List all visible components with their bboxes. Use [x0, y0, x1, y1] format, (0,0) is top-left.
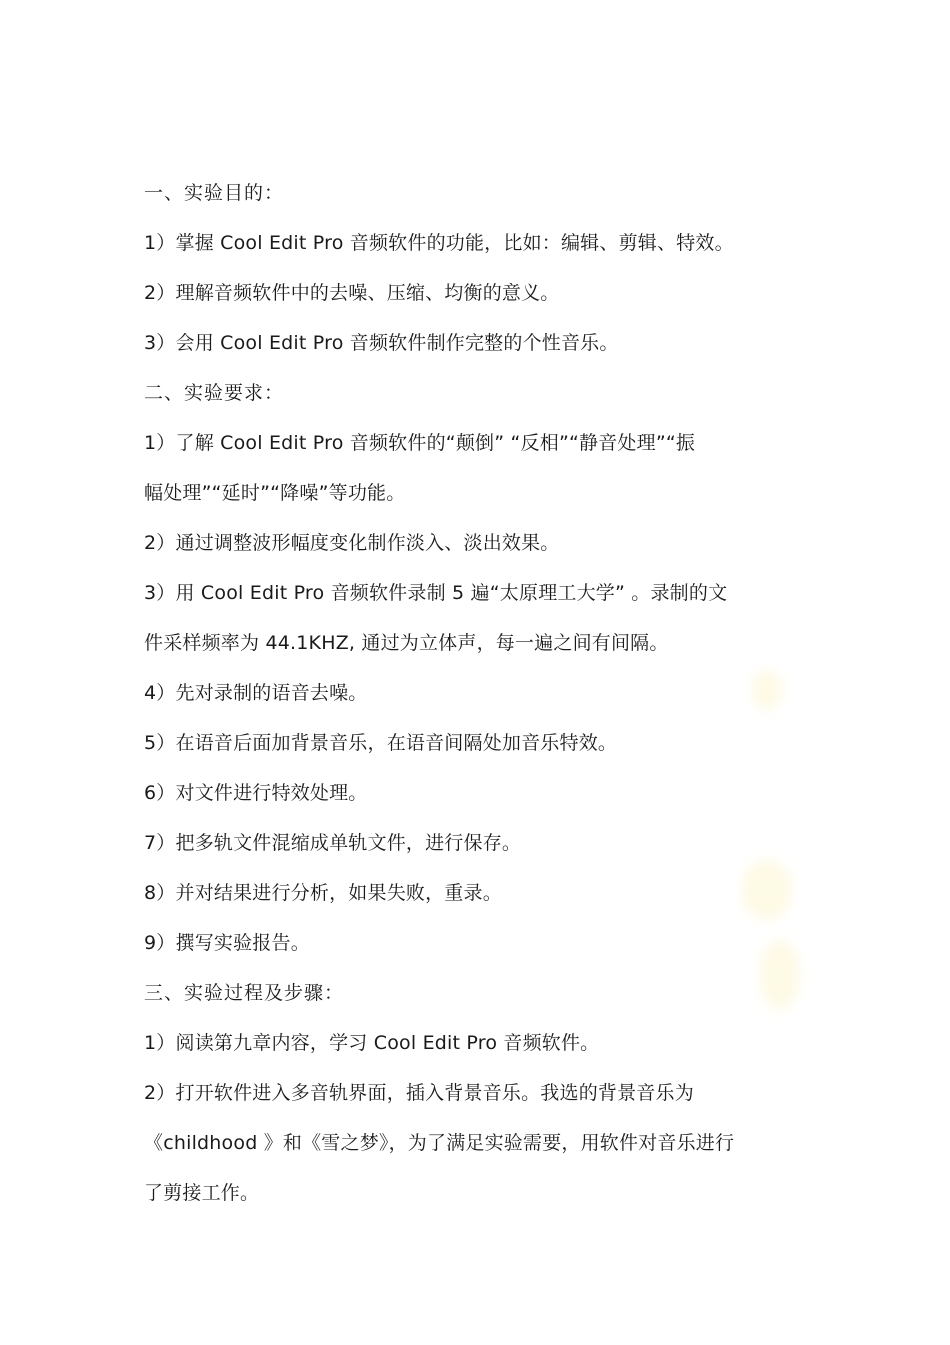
- requirement-item-2: 2）通过调整波形幅度变化制作淡入、淡出效果。: [144, 532, 560, 554]
- procedure-item-2-continued: 《childhood 》和《雪之梦》，为了满足实验需要，用软件对音乐进行: [144, 1132, 735, 1154]
- procedure-item-1: 1）阅读第九章内容，学习 Cool Edit Pro 音频软件。: [144, 1032, 600, 1054]
- requirement-item-5: 5）在语音后面加背景音乐，在语音间隔处加音乐特效。: [144, 732, 618, 754]
- section-heading-requirements: 二、实验要求：: [144, 382, 285, 404]
- section-heading-objectives: 一、实验目的：: [144, 182, 285, 204]
- requirement-item-8: 8）并对结果进行分析，如果失败，重录。: [144, 882, 502, 904]
- requirement-item-4: 4）先对录制的语音去噪。: [144, 682, 368, 704]
- procedure-item-2: 2）打开软件进入多音轨界面，插入背景音乐。我选的背景音乐为: [144, 1082, 694, 1104]
- requirement-item-6: 6）对文件进行特效处理。: [144, 782, 368, 804]
- objective-item-3: 3）会用 Cool Edit Pro 音频软件制作完整的个性音乐。: [144, 332, 619, 354]
- section-heading-procedure: 三、实验过程及步骤：: [144, 982, 345, 1004]
- document-body: [144, 168, 814, 1218]
- requirement-item-3: 3）用 Cool Edit Pro 音频软件录制 5 遍“太原理工大学” 。录制的文: [144, 582, 728, 604]
- requirement-item-3-continued: 件采样频率为 44.1KHZ, 通过为立体声，每一遍之间有间隔。: [144, 632, 669, 654]
- requirement-item-9: 9）撰写实验报告。: [144, 932, 310, 954]
- procedure-item-2-continued: 了剪接工作。: [144, 1182, 260, 1204]
- requirement-item-1-continued: 幅处理”“延时”“降噪”等功能。: [144, 482, 406, 504]
- requirement-item-1: 1）了解 Cool Edit Pro 音频软件的“颠倒” “反相”“静音处理”“振: [144, 432, 696, 454]
- requirement-item-7: 7）把多轨文件混缩成单轨文件，进行保存。: [144, 832, 522, 854]
- objective-item-2: 2）理解音频软件中的去噪、压缩、均衡的意义。: [144, 282, 560, 304]
- objective-item-1: 1）掌握 Cool Edit Pro 音频软件的功能，比如：编辑、剪辑、特效。: [144, 232, 734, 254]
